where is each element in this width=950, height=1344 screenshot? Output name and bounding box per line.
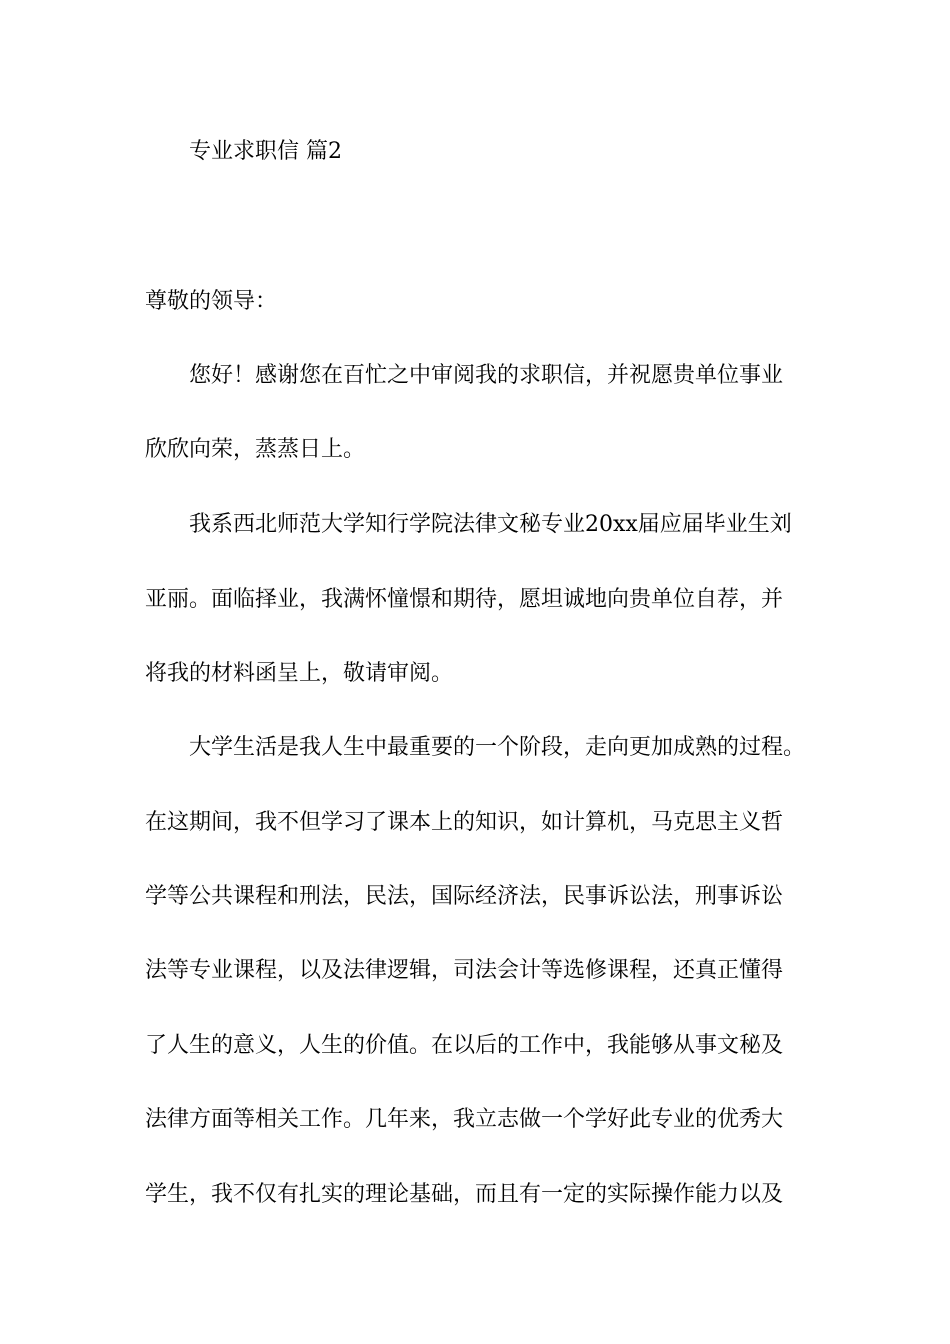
salutation: 尊敬的领导： [145,289,278,314]
document-title: 专业求职信 篇2 [189,139,342,164]
body-line: 在这期间，我不但学习了课本上的知识，如计算机，马克思主义哲 [145,810,784,835]
body-line: 亚丽。面临择业，我满怀憧憬和期待，愿坦诚地向贵单位自荐，并 [145,587,784,612]
body-line: 大学生活是我人生中最重要的一个阶段，走向更加成熟的过程。 [189,735,806,760]
body-line: 您好！感谢您在百忙之中审阅我的求职信，并祝愿贵单位事业 [189,363,784,388]
body-line: 法等专业课程，以及法律逻辑，司法会计等选修课程，还真正懂得 [145,958,784,983]
body-line: 学等公共课程和刑法，民法，国际经济法，民事诉讼法，刑事诉讼 [145,884,784,909]
body-line: 学生，我不仅有扎实的理论基础，而且有一定的实际操作能力以及 [145,1182,784,1207]
body-line: 我系西北师范大学知行学院法律文秘专业20xx届应届毕业生刘 [189,512,792,537]
body-line: 将我的材料函呈上，敬请审阅。 [145,661,454,686]
body-line: 法律方面等相关工作。几年来，我立志做一个学好此专业的优秀大 [145,1107,784,1132]
body-line: 欣欣向荣，蒸蒸日上。 [145,437,366,462]
body-line: 了人生的意义，人生的价值。在以后的工作中，我能够从事文秘及 [145,1033,784,1058]
